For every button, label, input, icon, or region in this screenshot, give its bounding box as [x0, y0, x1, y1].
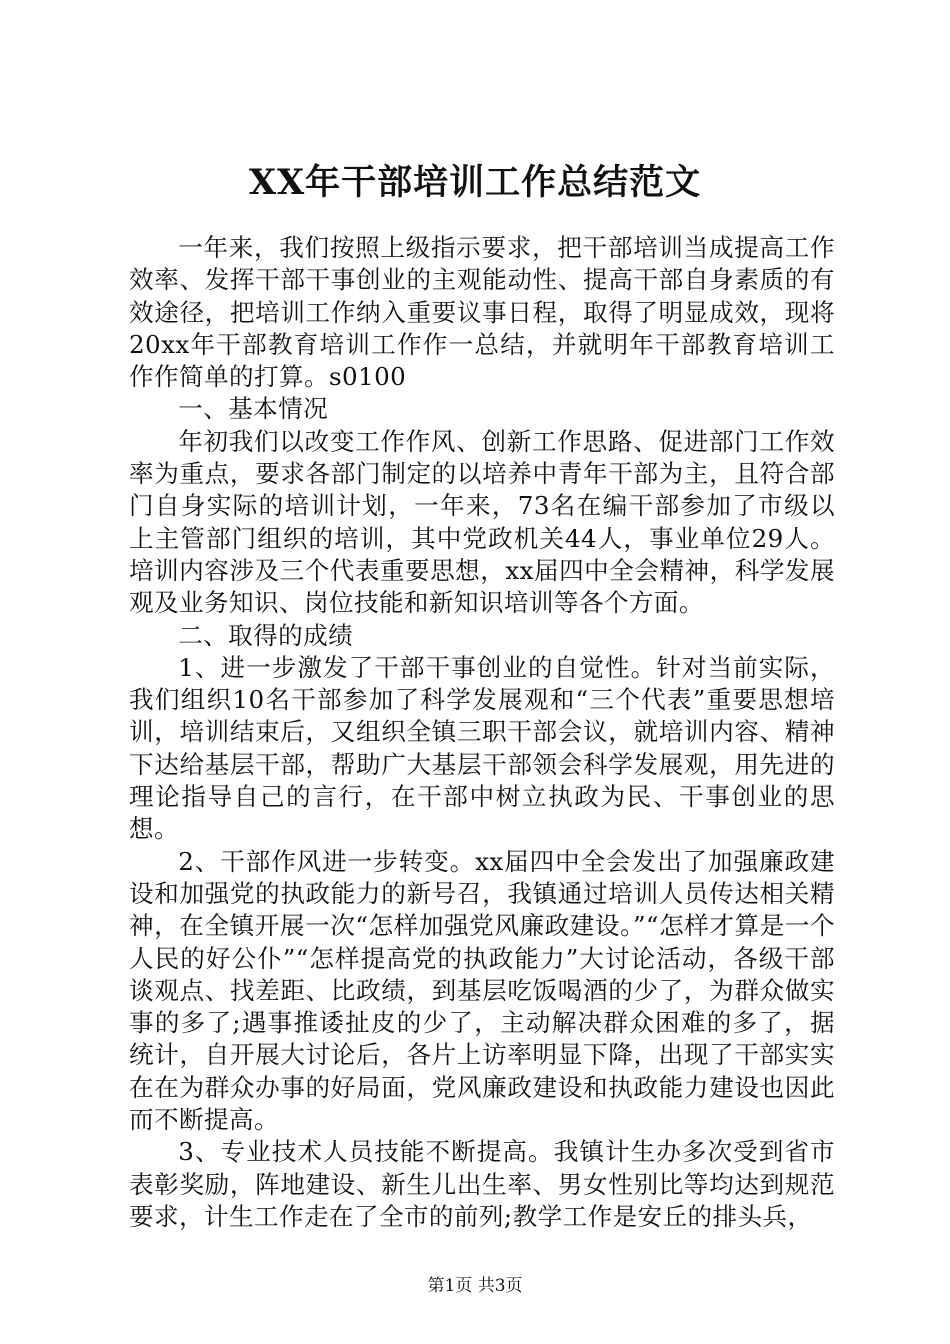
- section-heading-achievements: 二、取得的成绩: [178, 620, 354, 650]
- page-footer: 第1页 共3页: [427, 1276, 523, 1296]
- intro-paragraph: 一年来，我们按照上级指示要求，把干部培训当成提高工作效率、发挥干部干事创业的主观能动性、提高干部自身素质的有效途径，把培训工作纳入重要议事日程，取得了明显成效，现将20xx年干部教育培训工作作一总结，并就明年干部教育培训工作作简单的打算。s0100: [129, 233, 835, 392]
- document-body: [129, 232, 835, 1233]
- achievement-paragraph-3: 3、专业技术人员技能不断提高。我镇计生办多次受到省市表彰奖励，阵地建设、新生儿出生率、男女性别比等均达到规范要求，计生工作走在了全市的前列;教学工作是安丘的排头兵，: [129, 1137, 835, 1231]
- achievement-paragraph-1: 1、进一步激发了干部干事创业的自觉性。针对当前实际，我们组织10名干部参加了科学发展观和“三个代表”重要思想培训，培训结束后，又组织全镇三职干部会议，就培训内容、精神下达给基层干部，帮助广大基层干部领会科学发展观，用先进的理论指导自己的言行，在干部中树立执政为民、干事创业的思想。: [129, 652, 835, 844]
- achievement-paragraph-2: 2、干部作风进一步转变。xx届四中全会发出了加强廉政建设和加强党的执政能力的新号召，我镇通过培训人员传达相关精神，在全镇开展一次“怎样加强党风廉政建设。”“怎样才算是一个人民的好公仆”“怎样提高党的执政能力”大讨论活动，各级干部谈观点、找差距、比政绩，到基层吃饭喝酒的少了，为群众做实事的多了;遇事推诿扯皮的少了，主动解决群众困难的多了，据统计，自开展大讨论后，各片上访率明显下降，出现了干部实实在在为群众办事的好局面，党风廉政建设和执政能力建设也因此而不断提高。: [129, 846, 835, 1135]
- document-title: XX年干部培训工作总结范文: [248, 162, 702, 203]
- basic-situation-paragraph: 年初我们以改变工作作风、创新工作思路、促进部门工作效率为重点，要求各部门制定的以培养中青年干部为主，且符合部门自身实际的培训计划，一年来，73名在编干部参加了市级以上主管部门组织的培训，其中党政机关44人，事业单位29人。培训内容涉及三个代表重要思想，xx届四中全会精神，科学发展观及业务知识、岗位技能和新知识培训等各个方面。: [129, 426, 835, 618]
- section-heading-basic-situation: 一、基本情况: [178, 394, 329, 424]
